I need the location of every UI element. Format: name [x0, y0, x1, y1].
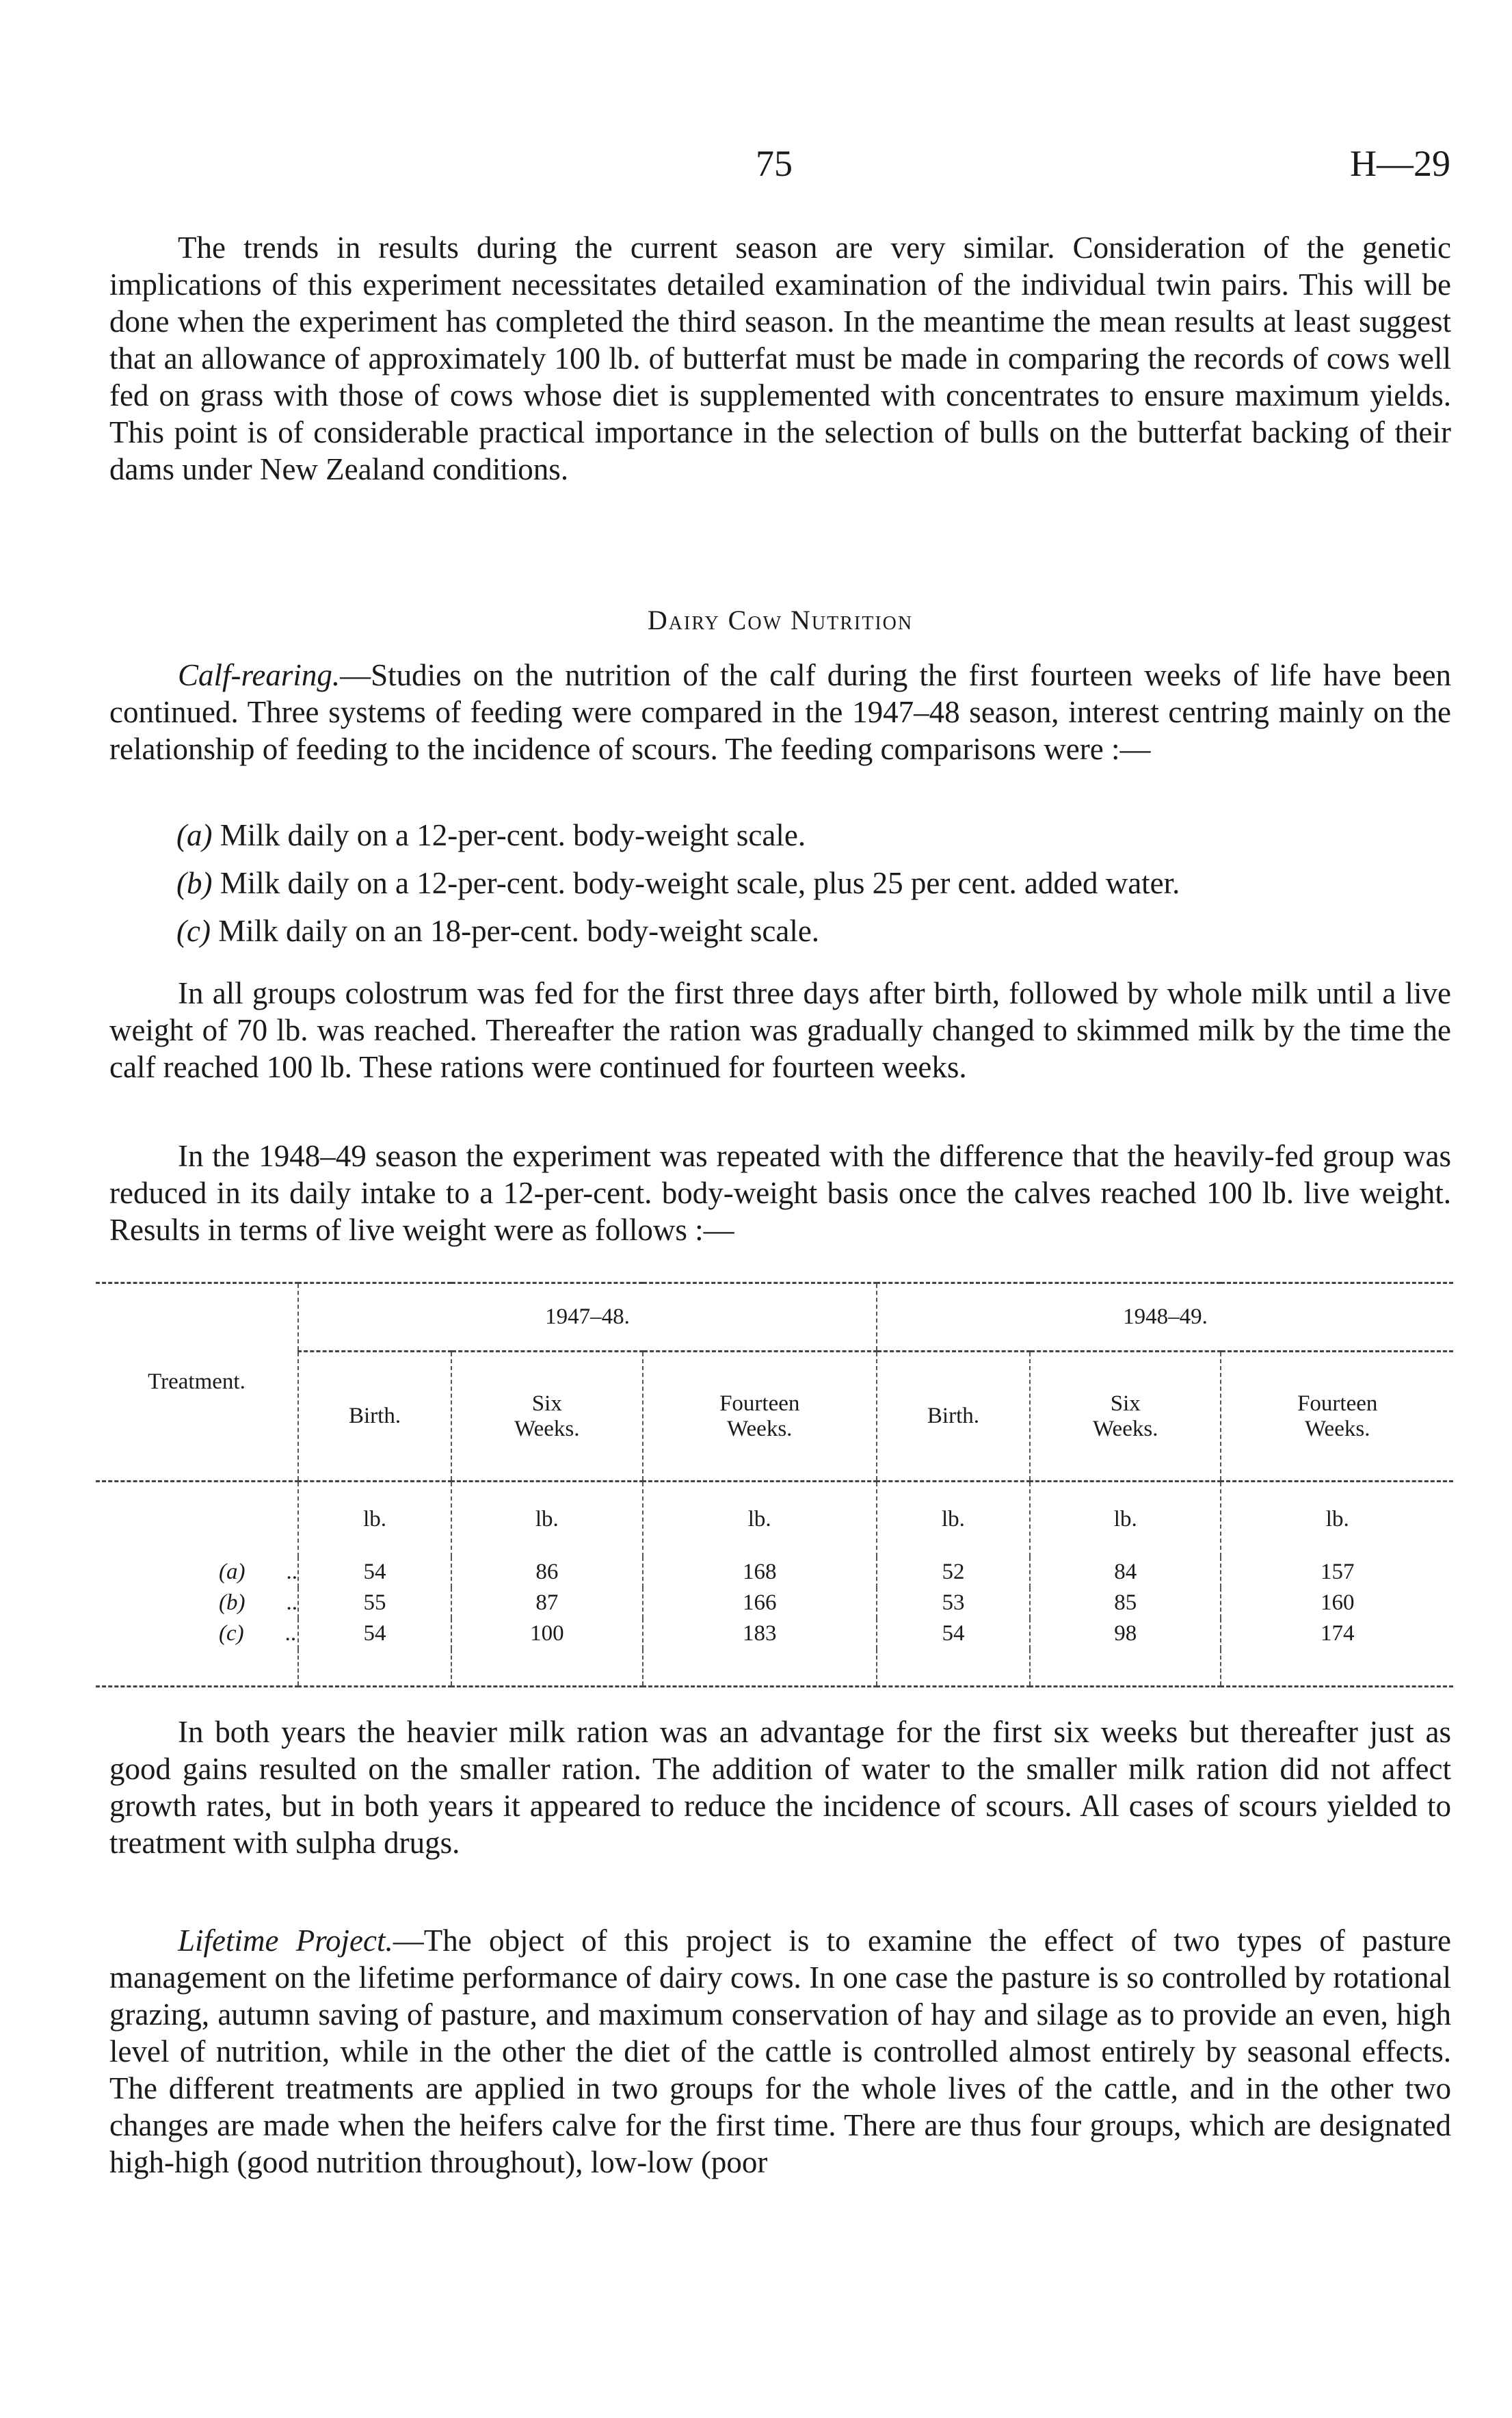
- table-row: [96, 1618, 1453, 1649]
- calf-rearing-text: —Studies on the nutrition of the calf during the first fourteen weeks of life have been continued. Three systems of feeding were compared in the 1947–48 season, interest centring mainly on the relationship of feeding to the incidence of scours. The feeding comparisons were :—: [109, 658, 1451, 766]
- unit: lb.: [1221, 1482, 1453, 1557]
- list-item: [176, 817, 806, 853]
- subheader-fourteen-weeks: Fourteen Weeks.: [1221, 1352, 1453, 1482]
- cell: 86: [451, 1557, 642, 1588]
- unit: lb.: [1030, 1482, 1221, 1557]
- cell: 166: [643, 1588, 877, 1618]
- page-number: 75: [756, 143, 793, 184]
- table-row: [96, 1557, 1453, 1588]
- cell: 168: [643, 1557, 877, 1588]
- unit: lb.: [451, 1482, 642, 1557]
- paragraph-results: In both years the heavier milk ration was an advantage for the first six weeks but thereafter just as good gains resulted on the smaller ration. The addition of water to the smaller milk ration did not affect growth rates, but in both years it appeared to reduce the incidence of scours. All cases of scours yielded to treatment with sulpha drugs.: [109, 1715, 1451, 1860]
- subheader-six-weeks: Six Weeks.: [451, 1352, 642, 1482]
- calf-rearing-lead: Calf-rearing.: [178, 658, 341, 692]
- lifetime-text: —The object of this project is to examine the effect of two types of pasture management on the lifetime performance of dairy cows. In one case the pasture is so controlled by rotational grazing, autumn saving of pasture, and maximum conservation of hay and silage as to provide an even, high level of nutrition, while in the other the diet of the cattle is controlled almost entirely by seasonal effects. The different treatments are applied in two groups for the whole lives of the cattle, and in the other two changes are made when the heifers calve for the first time. There are thus four groups, which are designated high-high (good nutrition throughout), low-low (poor: [109, 1923, 1451, 2179]
- paragraph-1948-season: In the 1948–49 season the experiment was repeated with the difference that the heavily-fed group was reduced in its daily intake to a 12-per-cent. body-weight basis once the calves reached 100 lb. live weight. Results in terms of live weight were as follows :—: [109, 1139, 1451, 1247]
- cell: 85: [1030, 1588, 1221, 1618]
- paragraph-lifetime-project: [109, 1922, 1451, 2181]
- unit: lb.: [298, 1482, 451, 1557]
- cell: 87: [451, 1588, 642, 1618]
- cell: 53: [877, 1588, 1030, 1618]
- cell: 174: [1221, 1618, 1453, 1649]
- live-weight-table: [96, 1282, 1453, 1687]
- table-row: [96, 1588, 1453, 1618]
- cell: 54: [298, 1618, 451, 1649]
- unit: lb.: [877, 1482, 1030, 1557]
- treatment-header: Treatment.: [148, 1369, 246, 1394]
- list-item: [176, 913, 819, 949]
- item-label: (c): [176, 914, 211, 948]
- subheader-birth: Birth.: [877, 1352, 1030, 1482]
- year-header: 1947–48.: [298, 1283, 877, 1352]
- cell: 183: [643, 1618, 877, 1649]
- subheader-birth: Birth.: [298, 1352, 451, 1482]
- cell: 55: [298, 1588, 451, 1618]
- item-label: (b): [176, 866, 213, 900]
- subheader-fourteen-weeks: Fourteen Weeks.: [643, 1352, 877, 1482]
- document-reference: H—29: [1350, 143, 1450, 184]
- leader-dots: ..: [284, 1620, 297, 1646]
- item-text: Milk daily on a 12-per-cent. body-weight scale.: [220, 818, 806, 852]
- paragraph-calf-rearing: [109, 657, 1451, 767]
- list-item: [176, 865, 1180, 901]
- leader-dots: ..: [286, 1559, 297, 1584]
- item-text: Milk daily on an 18-per-cent. body-weight scale.: [218, 914, 820, 948]
- leader-dots: ..: [286, 1590, 297, 1615]
- cell: 100: [451, 1618, 642, 1649]
- row-label: (b): [219, 1590, 246, 1615]
- cell: 84: [1030, 1557, 1221, 1588]
- cell: 157: [1221, 1557, 1453, 1588]
- paragraph-genetic-trends: The trends in results during the current season are very similar. Consideration of the genetic implications of this experiment necessitates detailed examination of the individual twin pairs. This will be done when the experiment has completed the third season. In the meantime the mean results at least suggest that an allowance of approximately 100 lb. of butterfat must be made in comparing the records of cows well fed on grass with those of cows whose diet is supplemented with concentrates to ensure maximum yields. This point is of considerable practical importance in the selection of bulls on the butterfat backing of their dams under New Zealand conditions.: [109, 231, 1451, 486]
- unit: lb.: [643, 1482, 877, 1557]
- cell: 54: [877, 1618, 1030, 1649]
- year-header: 1948–49.: [877, 1283, 1453, 1352]
- paragraph-colostrum: In all groups colostrum was fed for the first three days after birth, followed by whole milk until a live weight of 70 lb. was reached. Thereafter the ration was gradually changed to skimmed milk by the time the calf reached 100 lb. These rations were continued for fourteen weeks.: [109, 976, 1451, 1084]
- item-label: (a): [176, 818, 213, 852]
- cell: 54: [298, 1557, 451, 1588]
- lifetime-lead: Lifetime Project.: [178, 1923, 393, 1958]
- item-text: Milk daily on a 12-per-cent. body-weight scale, plus 25 per cent. added water.: [220, 866, 1180, 900]
- row-label: (c): [219, 1620, 244, 1646]
- cell: 52: [877, 1557, 1030, 1588]
- cell: 98: [1030, 1618, 1221, 1649]
- section-heading: Dairy Cow Nutrition: [647, 605, 914, 635]
- cell: 160: [1221, 1588, 1453, 1618]
- subheader-six-weeks: Six Weeks.: [1030, 1352, 1221, 1482]
- row-label: (a): [219, 1559, 246, 1584]
